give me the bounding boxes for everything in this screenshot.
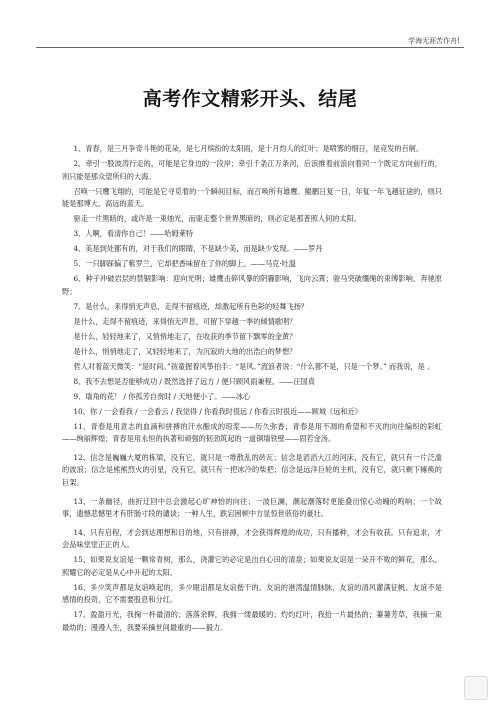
paragraph-9: 9、墙角的花！ / 你孤芳自赏时 / 天地便小了。——冰心: [73, 391, 251, 401]
paragraph-11: 11、青春是用意志的血滴和拼搏的汗水酿成的琼浆——历久弥香；青春是用不凋的希望和不灭的向往编织的彩虹——绚丽辉煌；青春是用永恒的执著和顽强的韧劲筑起的一道铜墙铁壁——固若金汤。: [62, 421, 442, 444]
paragraph-3: 3、人啊，看清你自己！——哈姆莱特: [73, 229, 194, 239]
paragraph-14: 14、只有启程，才会到达理想和目的地，只有拼搏，才会获得辉煌的成功，只有播种，才会有收获。只有追求，才会品味堂堂正正的人。: [62, 527, 442, 550]
paragraph-7-line-3: 是什么，轻轻地来了，又悄悄地走了，在收获的季节留下飘零的金黄？: [73, 331, 297, 341]
paragraph-17: 17、盈盈月光，我掬一杯最清的；落落余晖，我拥一缕最暖的；灼灼红叶，我拾一片最热的；萋萋芳草，我摘一束最幼的；漫漫人生，我要采摘世间最重的——毅力。: [62, 610, 442, 633]
paragraph-2-cont-a: 召唤一只鹰飞翔的，可能是它寻觅着的一个瞬间目标，而召唤所有雄鹰、鲲鹏日复一日，年复一年飞越征途的，则只能是那博大、高远的蓝天。: [62, 186, 442, 209]
header-note: 学海无涯苦作舟!: [408, 37, 460, 45]
paragraph-7-line-4: 是什么，悄悄地走了，又轻轻地来了，为沉寂的大地的出浩白的梦想？: [73, 346, 297, 356]
paragraph-1: 1、青春，是三月争奇斗艳的花朵，是七月缤纷的太阳雨，是十月灼人的红叶；是喷雾的细日，是竞发的百舸。: [73, 144, 424, 153]
paragraph-8: 8、我不去想是否能够成功 / 既然选择了远方 / 便只顾风雨兼程。——汪国真: [73, 376, 315, 386]
paragraph-13: 13、一条幽径，曲折迂回中总会激起心旷神怡的向往；一波巨澜，潮起潮落时更能叠出惊心动魄的鸣响；一个故事，遗憾悲憾里才有肝肠寸段的谴谈；一种人生，跌宕困顿中方显惊世骇俗的豪壮。: [62, 496, 442, 519]
paragraph-16: 16、多少笑声都是友谊唤起的，多少眼泪都是友谊揩干的。友谊的港湾温情脉脉，友谊的清风灌满征帆。友谊不是感情的投资，它不需要股息和分红。: [62, 582, 442, 605]
paragraph-10: 10、你 / 一会看我 / 一会看云 / 我觉得 / 你看我时很远 / 你看云时很近——顾城《远和近》: [73, 406, 362, 416]
paragraph-5: 5、一只脚踩偏了紫罗兰，它却把香味留在了你的脚上。——马克·吐温: [73, 259, 297, 269]
paragraph-4: 4、美是到处都有的，对于我们的眼睛，不是缺少美，而是缺少发现。——罗丹: [73, 244, 323, 254]
paragraph-2-cont-b: 驱走一片黑暗的，或许是一束烛光，而驱走整个世界黑暗的，则必定是那普照人间的太阳。: [73, 214, 362, 224]
paragraph-7-line-2: 是什么，走得不留痕迹，来得悄无声息，可留下穿越一季的倾情歌唱？: [73, 316, 297, 326]
document-body: [62, 143, 442, 637]
paragraph-15: 15、如果说友谊是一颗常青树，那么，浇灌它的必定是出自心田的清泉；如果说友谊是一朵开不败的鲜花，那么，照耀它的必定是从心中升起的太阳。: [62, 555, 442, 577]
page-title: 高考作文精彩开头、结尾: [142, 88, 358, 110]
paragraph-2: 2、牵引一股波涛行走的，可能是它身边的一段岸；牵引千条江万条河，后浪推着前浪向着同一个既定方向前行的，则只能是那众望所归的大海。: [62, 158, 442, 181]
watermark-logo: [464, 676, 488, 700]
paragraph-6: 6、种子冲破岩层的禁锢影响：迎向光明；雄鹰击碎风暴的阴霾影响，飞向云霄；骏马突破缰绳的束缚影响，奔驰原野；: [62, 274, 442, 296]
paragraph-7-line-5: 哲人对着蓝天微笑：“是时间。”孩童握着风筝拍手：“是风。”流浪者说：“什么都不是，只是一个梦。” 而我说，是 。: [73, 361, 435, 371]
paragraph-7: 7、是什么，来得悄无声息，走得不留痕迹，却激起所有色彩的轻舞飞扬？: [73, 301, 309, 311]
paragraph-12: 12、信念是巍巍大厦的栋梁，没有它，就只是一堆散乱的砖瓦；信念是滔滔大江的河床，没有它，就只有一片泛滥的波浪；信念是熊熊烈火的引星，没有它，就只有一把冰冷的柴把；信念是远洋巨轮的主机，没有它，就只剩下瘫痪的巨架。: [62, 452, 442, 487]
header-divider: [36, 47, 464, 48]
